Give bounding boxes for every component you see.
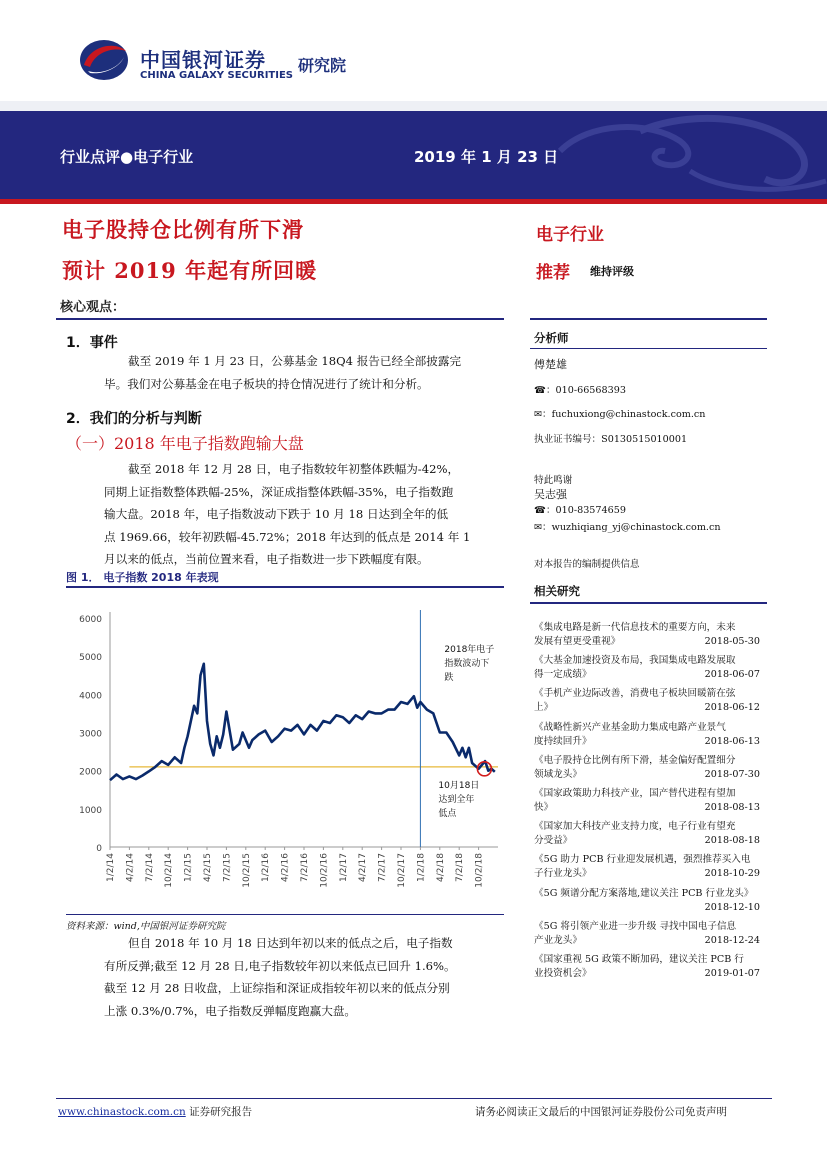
logo bbox=[76, 35, 132, 85]
annotation-text: 低点 bbox=[438, 809, 457, 819]
x-tick-label: 4/2/17 bbox=[358, 853, 369, 882]
related-item-date: 2018-06-13 bbox=[704, 735, 760, 747]
title-line1: 电子股持仓比例有所下滑 bbox=[62, 217, 304, 242]
related-item-title: 《集成电路是新一代信息技术的重要方向，未来 bbox=[534, 622, 736, 633]
related-item-date: 2018-06-07 bbox=[704, 669, 760, 681]
related-item[interactable] bbox=[534, 887, 768, 915]
annotation-text: 达到全年 bbox=[438, 795, 475, 805]
related-rule bbox=[530, 602, 767, 604]
related-item-date: 2018-10-29 bbox=[704, 868, 760, 880]
p1-line: 截至 2018 年 12 月 28 日，电子指数较年初整体跌幅为-42%， bbox=[128, 462, 460, 476]
related-item-title: 《国家重视 5G 政策不断加码，建议关注 PCB 行 bbox=[534, 953, 744, 965]
related-label: 相关研究 bbox=[534, 584, 580, 598]
footer-url-link[interactable]: www.chinastock.com.cn bbox=[58, 1106, 186, 1118]
contribution-text: 对本报告的编制提供信息 bbox=[534, 559, 640, 570]
related-item-date: 2018-06-12 bbox=[704, 702, 760, 714]
rating-recommend: 推荐 bbox=[536, 263, 570, 283]
related-item-date: 2018-12-10 bbox=[704, 901, 760, 913]
related-item[interactable] bbox=[534, 787, 768, 815]
related-list bbox=[534, 621, 768, 986]
analyst-cert: 执业证书编号：S0130515010001 bbox=[534, 434, 688, 445]
x-tick-label: 1/2/18 bbox=[416, 853, 427, 882]
related-item-title: 《手机产业边际改善，消费电子板块回暖箭在弦 bbox=[534, 688, 736, 700]
phone-text: 010-83574659 bbox=[555, 505, 626, 516]
related-item-title: 《大基金加速投资及布局，我国集成电路发展取 bbox=[534, 655, 736, 667]
chart bbox=[66, 600, 510, 910]
related-item[interactable] bbox=[534, 953, 768, 981]
x-tick-label: 7/2/16 bbox=[300, 853, 310, 882]
y-tick-label: 3000 bbox=[79, 729, 102, 740]
related-item-title: 《战略性新兴产业基金助力集成电路产业景气 bbox=[534, 721, 726, 733]
phone-icon: ☎ bbox=[534, 385, 546, 396]
x-tick-label: 10/2/17 bbox=[397, 853, 407, 888]
institute-text: 研究院 bbox=[298, 56, 347, 75]
logo-en-text: CHINA GALAXY SECURITIES bbox=[140, 70, 293, 81]
annotation-text: 2018年电子 bbox=[444, 645, 495, 655]
figure-bottom-rule bbox=[66, 914, 504, 915]
analyst-email[interactable]: ✉：fuchuxiong@chinastock.com.cn bbox=[534, 409, 706, 420]
rating-industry: 电子行业 bbox=[536, 225, 604, 245]
x-tick-label: 4/2/14 bbox=[125, 853, 136, 882]
thanks-email[interactable]: ✉：wuzhiqiang_yj@chinastock.com.cn bbox=[534, 522, 721, 533]
p1-line: 输大盘。2018 年，电子指数波动下跌于 10 月 18 日达到全年的低 bbox=[104, 507, 449, 521]
thanks-name: 吴志强 bbox=[534, 488, 567, 501]
x-tick-label: 10/2/15 bbox=[241, 853, 252, 888]
annotation-text: 10月18日 bbox=[438, 781, 480, 791]
related-item-title-cont: 上》 bbox=[534, 702, 554, 714]
section1-title: 1．事件 bbox=[66, 335, 118, 351]
related-item-title: 《国家政策助力科技产业，国产替代进程有望加 bbox=[534, 787, 736, 799]
related-item[interactable] bbox=[534, 920, 768, 948]
x-tick-label: 4/2/15 bbox=[203, 853, 213, 882]
footer-left bbox=[58, 1104, 252, 1119]
section2-subtitle: （一）2018 年电子指数跑输大盘 bbox=[66, 434, 304, 453]
related-item-date: 2018-12-24 bbox=[704, 934, 760, 946]
email-text[interactable]: wuzhiqiang_yj@chinastock.com.cn bbox=[551, 522, 721, 533]
analyst-label: 分析师 bbox=[534, 331, 569, 345]
y-tick-label: 1000 bbox=[79, 805, 102, 816]
related-item-title: 《5G 频谱分配方案落地,建议关注 PCB 行业龙头》 bbox=[534, 887, 754, 899]
mail-icon: ✉ bbox=[534, 522, 543, 533]
related-item-title-cont: 发展有望更受重视》 bbox=[534, 636, 621, 647]
related-item-title-cont: 度持续回升》 bbox=[534, 735, 592, 747]
section2-title: 2．我们的分析与判断 bbox=[66, 411, 202, 427]
related-item-title-cont: 业投资机会》 bbox=[534, 967, 592, 979]
figure-title: 图 1． 电子指数 2018 年表现 bbox=[66, 571, 219, 584]
related-item[interactable] bbox=[534, 687, 768, 715]
related-item-title-cont: 子行业龙头》 bbox=[534, 868, 592, 880]
core-label: 核心观点： bbox=[60, 300, 126, 315]
related-item-date: 2019-01-07 bbox=[704, 967, 760, 979]
figure-source: 资料来源：wind,中国银河证券研究院 bbox=[66, 921, 226, 932]
annotation-text: 跌 bbox=[444, 673, 454, 683]
y-tick-label: 5000 bbox=[79, 653, 102, 664]
related-item[interactable] bbox=[534, 754, 768, 782]
title-line2: 预计 2019 年起有所回暖 bbox=[62, 258, 318, 283]
x-tick-label: 1/2/14 bbox=[106, 853, 116, 882]
bullet-icon: ● bbox=[120, 148, 134, 166]
related-item-title: 《5G 将引领产业进一步升级 寻找中国电子信息 bbox=[534, 920, 737, 932]
paragraph2 bbox=[104, 932, 504, 1022]
y-tick-label: 0 bbox=[96, 844, 102, 854]
logo-cn-text: 中国银河证券 bbox=[140, 48, 266, 72]
x-tick-label: 10/2/14 bbox=[164, 853, 175, 888]
x-tick-label: 1/2/17 bbox=[338, 853, 349, 882]
p2-line: 但自 2018 年 10 月 18 日达到年初以来的低点之后，电子指数 bbox=[128, 936, 453, 950]
x-tick-label: 7/2/17 bbox=[377, 853, 388, 882]
related-item[interactable] bbox=[534, 721, 768, 749]
thanks-phone: ☎：010-83574659 bbox=[534, 505, 626, 516]
x-tick-label: 4/2/16 bbox=[280, 853, 291, 882]
footer-rule bbox=[56, 1098, 772, 1099]
category-label bbox=[60, 146, 193, 167]
series-line bbox=[110, 664, 495, 780]
related-item[interactable] bbox=[534, 621, 768, 649]
x-tick-label: 1/2/16 bbox=[261, 853, 272, 882]
related-item-title-cont: 领域龙头》 bbox=[534, 768, 582, 780]
related-item-date: 2018-08-13 bbox=[704, 801, 760, 813]
x-tick-label: 10/2/18 bbox=[474, 853, 485, 888]
related-item-title: 《电子股持仓比例有所下滑，基金偏好配置细分 bbox=[534, 754, 736, 766]
y-tick-label: 6000 bbox=[79, 615, 102, 625]
related-item-title: 《5G 助力 PCB 行业迎发展机遇，强烈推荐买入电 bbox=[534, 854, 751, 866]
mail-icon: ✉ bbox=[534, 409, 543, 420]
x-tick-label: 1/2/15 bbox=[183, 853, 194, 882]
analyst-name: 傅楚雄 bbox=[534, 358, 567, 371]
p1-line: 月以来的低点，当前位置来看，电子指数进一步下跌幅度有限。 bbox=[104, 552, 429, 566]
y-tick-label: 2000 bbox=[79, 767, 102, 778]
related-item-title-cont: 产业龙头》 bbox=[534, 934, 582, 946]
report-date: 2019 年 1 月 23 日 bbox=[414, 148, 559, 166]
x-tick-label: 7/2/18 bbox=[455, 853, 466, 882]
related-item-title: 《国家加大科技产业支持力度，电子行业有望充 bbox=[534, 821, 736, 833]
paragraph1 bbox=[104, 458, 504, 571]
related-item[interactable] bbox=[534, 853, 768, 881]
footer-disclaimer: 请务必阅读正文最后的中国银河证券股份公司免责声明 bbox=[475, 1106, 727, 1118]
related-item-title-cont: 分受益》 bbox=[534, 835, 573, 847]
rating-rule bbox=[530, 318, 767, 320]
analyst-phone: ☎：010-66568393 bbox=[534, 385, 626, 396]
rating-maintain: 维持评级 bbox=[590, 265, 634, 278]
related-item-title-cont: 快》 bbox=[534, 801, 554, 813]
related-item-date: 2018-05-30 bbox=[704, 636, 760, 647]
x-tick-label: 10/2/16 bbox=[319, 853, 330, 888]
related-item[interactable] bbox=[534, 654, 768, 682]
phone-text: 010-66568393 bbox=[555, 385, 626, 396]
core-rule bbox=[56, 318, 504, 320]
galaxy-logo-icon bbox=[76, 35, 132, 85]
section1-line2: 毕。我们对公募基金在电子板块的持仓情况进行了统计和分析。 bbox=[104, 376, 429, 391]
related-item-date: 2018-08-18 bbox=[704, 835, 760, 847]
section1-line1: 截至 2019 年 1 月 23 日，公募基金 18Q4 报告已经全部披露完 bbox=[128, 354, 462, 368]
x-tick-label: 7/2/14 bbox=[144, 853, 155, 882]
section1-text bbox=[104, 350, 504, 395]
analyst-rule bbox=[530, 348, 767, 349]
figure-top-rule bbox=[66, 586, 504, 588]
footer-url-suffix: 证券研究报告 bbox=[185, 1106, 253, 1118]
related-item[interactable] bbox=[534, 820, 768, 848]
x-tick-label: 7/2/15 bbox=[222, 853, 233, 882]
p1-line: 同期上证指数整体跌幅-25%，深证成指整体跌幅-35%，电子指数跑 bbox=[104, 484, 454, 499]
header-top-rule bbox=[0, 101, 827, 111]
p1-line: 点 1969.66，较年初跌幅-45.72%；2018 年达到的低点是 2014 年 1 bbox=[104, 529, 471, 544]
p2-line: 截至 12 月 28 日收盘，上证综指和深证成指较年初以来的低点分别 bbox=[104, 981, 450, 995]
annotation-text: 指数波动下 bbox=[444, 659, 490, 669]
header-red-line bbox=[0, 199, 827, 204]
phone-icon: ☎ bbox=[534, 505, 546, 516]
related-item-date: 2018-07-30 bbox=[704, 768, 760, 780]
y-tick-label: 4000 bbox=[79, 691, 102, 702]
p2-line: 有所反弹;截至 12 月 28 日,电子指数较年初以来低点已回升 1.6%。 bbox=[104, 958, 456, 973]
email-text[interactable]: fuchuxiong@chinastock.com.cn bbox=[551, 409, 706, 420]
thanks-label: 特此鸣谢 bbox=[534, 475, 573, 486]
p2-line: 上涨 0.3%/0.7%，电子指数反弹幅度跑赢大盘。 bbox=[104, 1003, 357, 1018]
category-text: 行业点评 bbox=[60, 148, 121, 166]
related-item-title-cont: 得一定成绩》 bbox=[534, 669, 592, 681]
x-tick-label: 4/2/18 bbox=[435, 853, 446, 882]
industry-text: 电子行业 bbox=[133, 148, 194, 166]
